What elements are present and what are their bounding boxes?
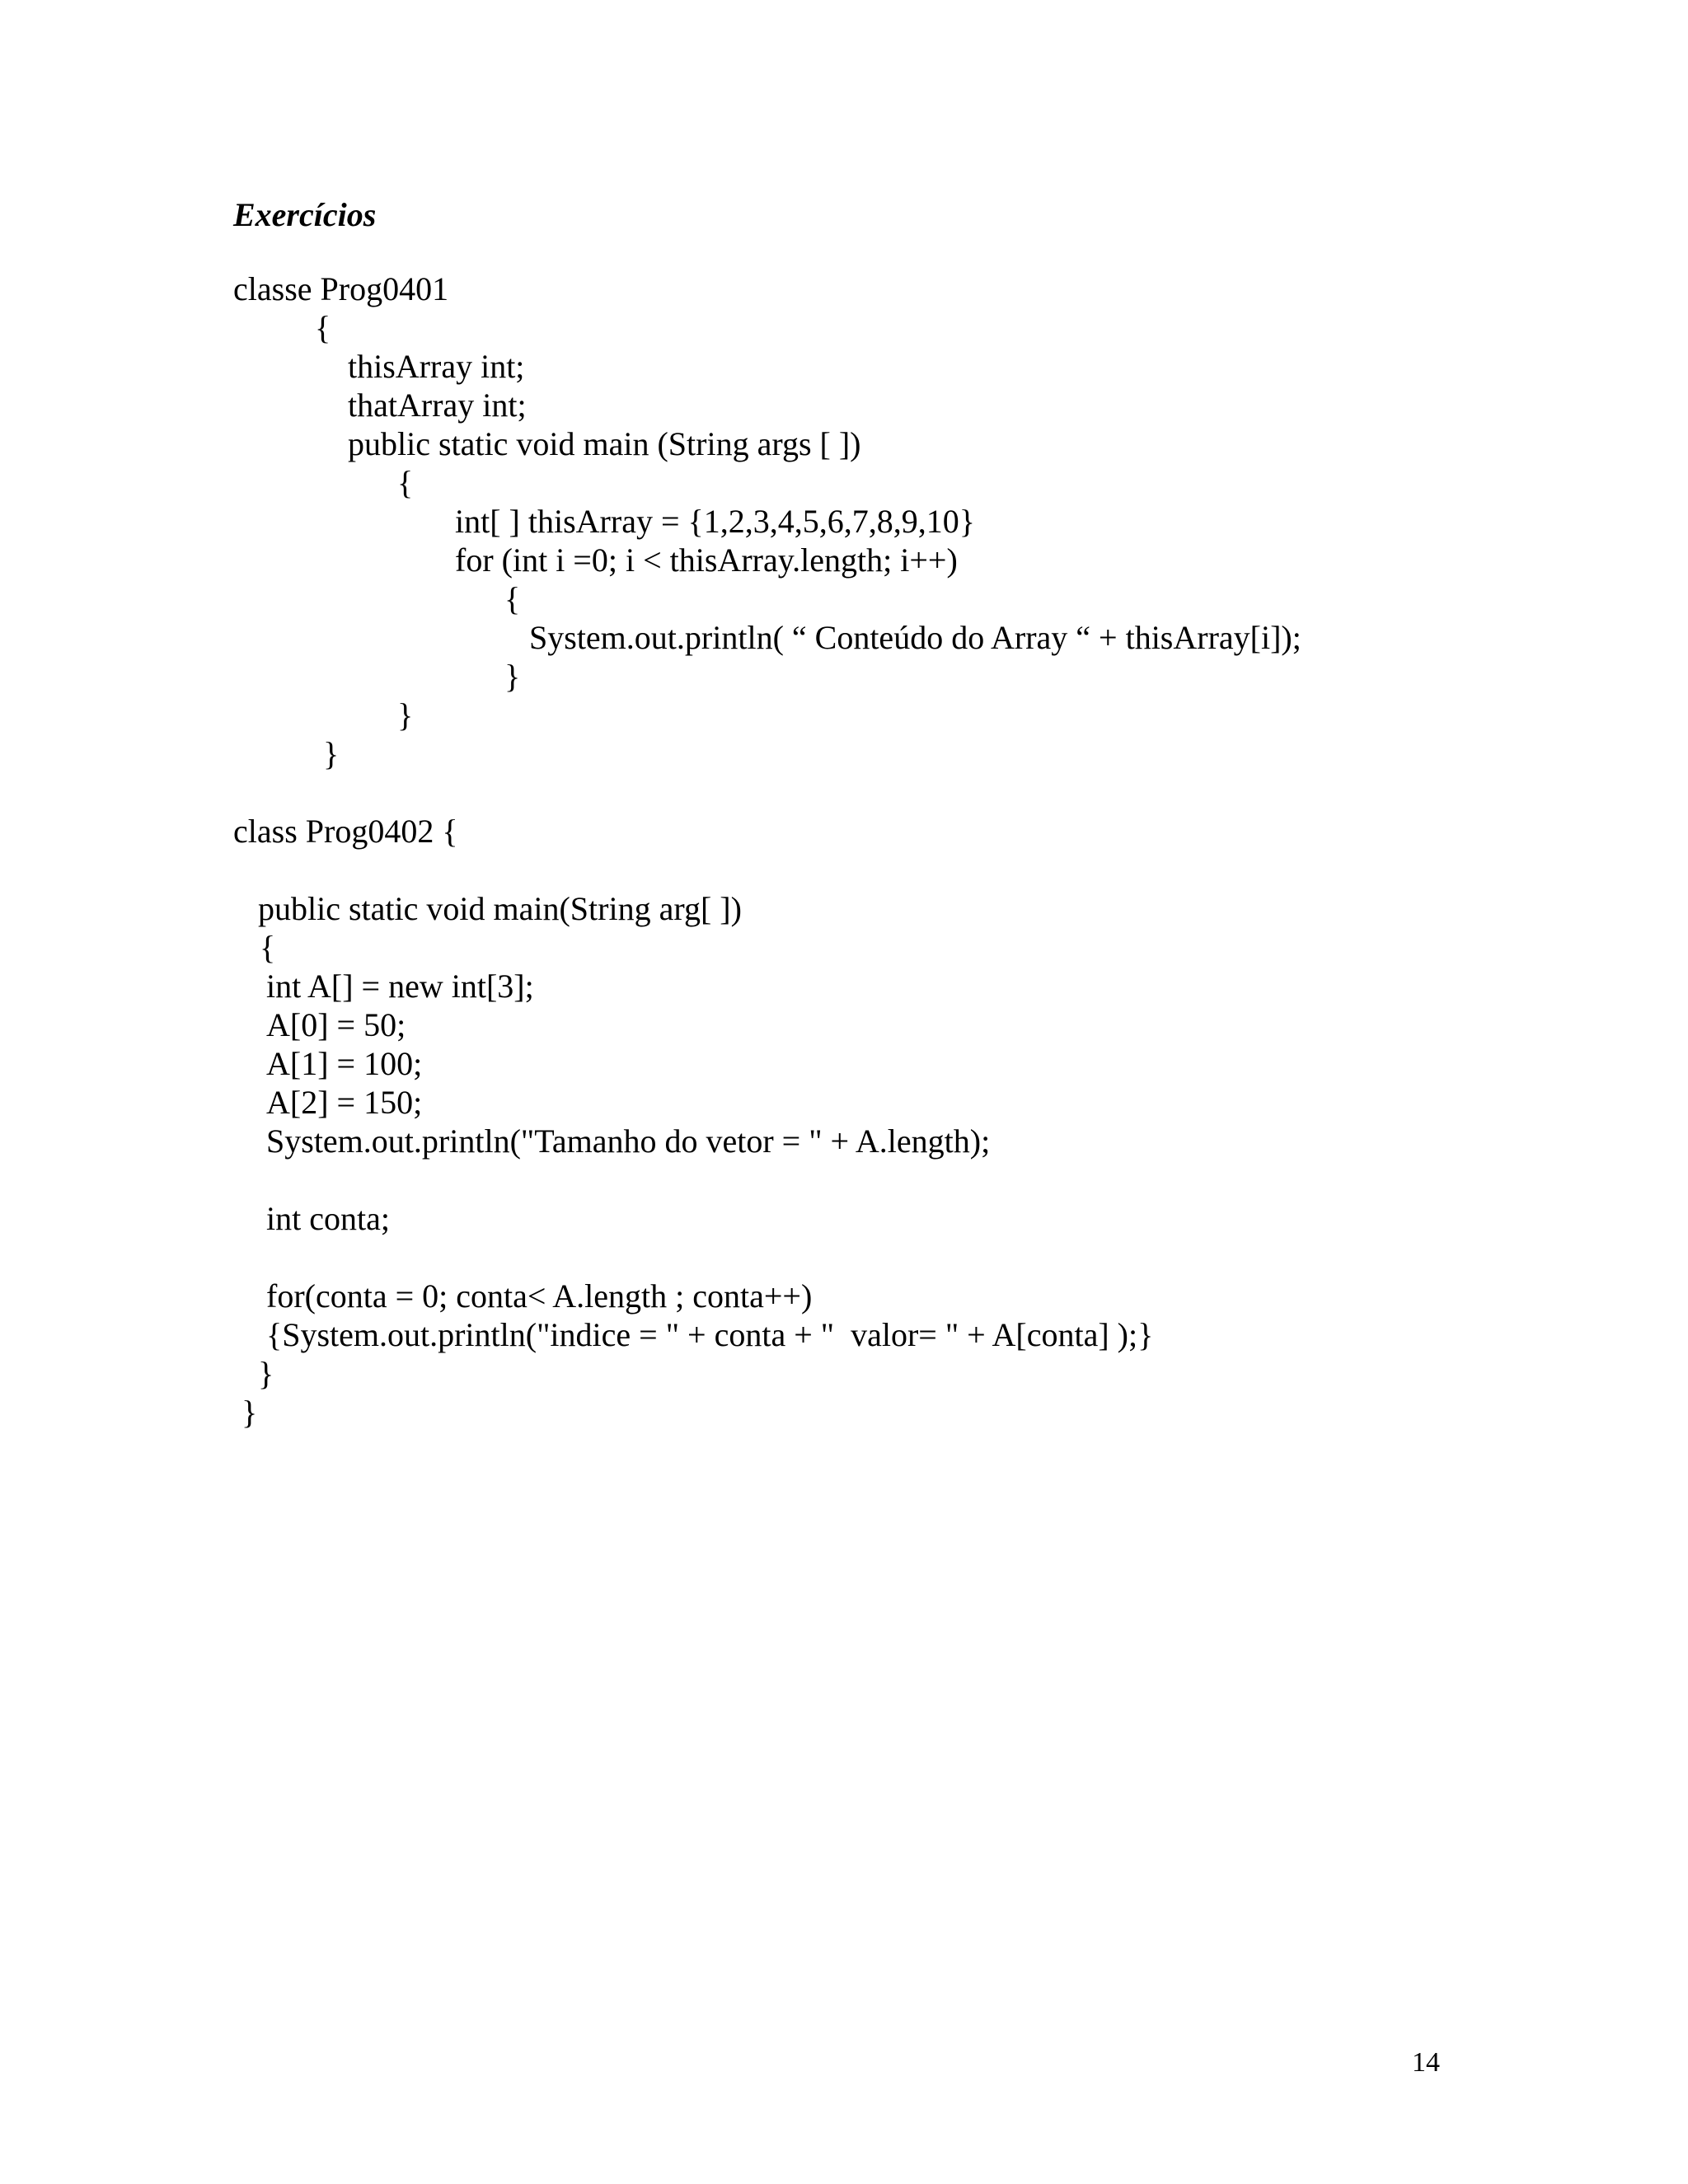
code-line: thatArray int; <box>348 387 527 424</box>
code-line: classe Prog0401 <box>233 270 449 307</box>
code-line: System.out.println( “ Conteúdo do Array “ + thisArray[i]); <box>529 619 1301 656</box>
code-line: A[1] = 100; <box>266 1045 423 1082</box>
code-line: System.out.println("Tamanho do vetor = " + A.length); <box>266 1122 991 1160</box>
code-line: } <box>504 658 521 695</box>
code-line: } <box>258 1355 274 1392</box>
code-line: { <box>315 309 331 346</box>
code-line: {System.out.println("indice = " + conta + " valor= " + A[conta] );} <box>266 1316 1154 1353</box>
code-line: } <box>397 696 414 733</box>
code-line: } <box>241 1394 258 1431</box>
page-number: 14 <box>1412 2047 1440 2078</box>
code-line: for(conta = 0; conta< A.length ; conta++) <box>266 1277 813 1315</box>
code-line: class Prog0402 { <box>233 813 458 850</box>
code-line: for (int i =0; i < thisArray.length; i++) <box>455 541 958 579</box>
code-line: int A[] = new int[3]; <box>266 968 534 1005</box>
code-line: { <box>397 464 414 501</box>
code-line: public static void main (String args [ ]) <box>348 425 861 462</box>
code-line: int[ ] thisArray = {1,2,3,4,5,6,7,8,9,10} <box>455 503 975 540</box>
code-line: int conta; <box>266 1200 390 1237</box>
code-line: } <box>323 735 340 772</box>
section-heading: Exercícios <box>233 196 377 233</box>
code-line: thisArray int; <box>348 348 525 385</box>
code-line: { <box>260 929 276 966</box>
code-line: public static void main(String arg[ ]) <box>258 890 742 927</box>
code-line: { <box>504 580 521 617</box>
code-line: A[2] = 150; <box>266 1084 423 1121</box>
code-line: A[0] = 50; <box>266 1006 406 1043</box>
